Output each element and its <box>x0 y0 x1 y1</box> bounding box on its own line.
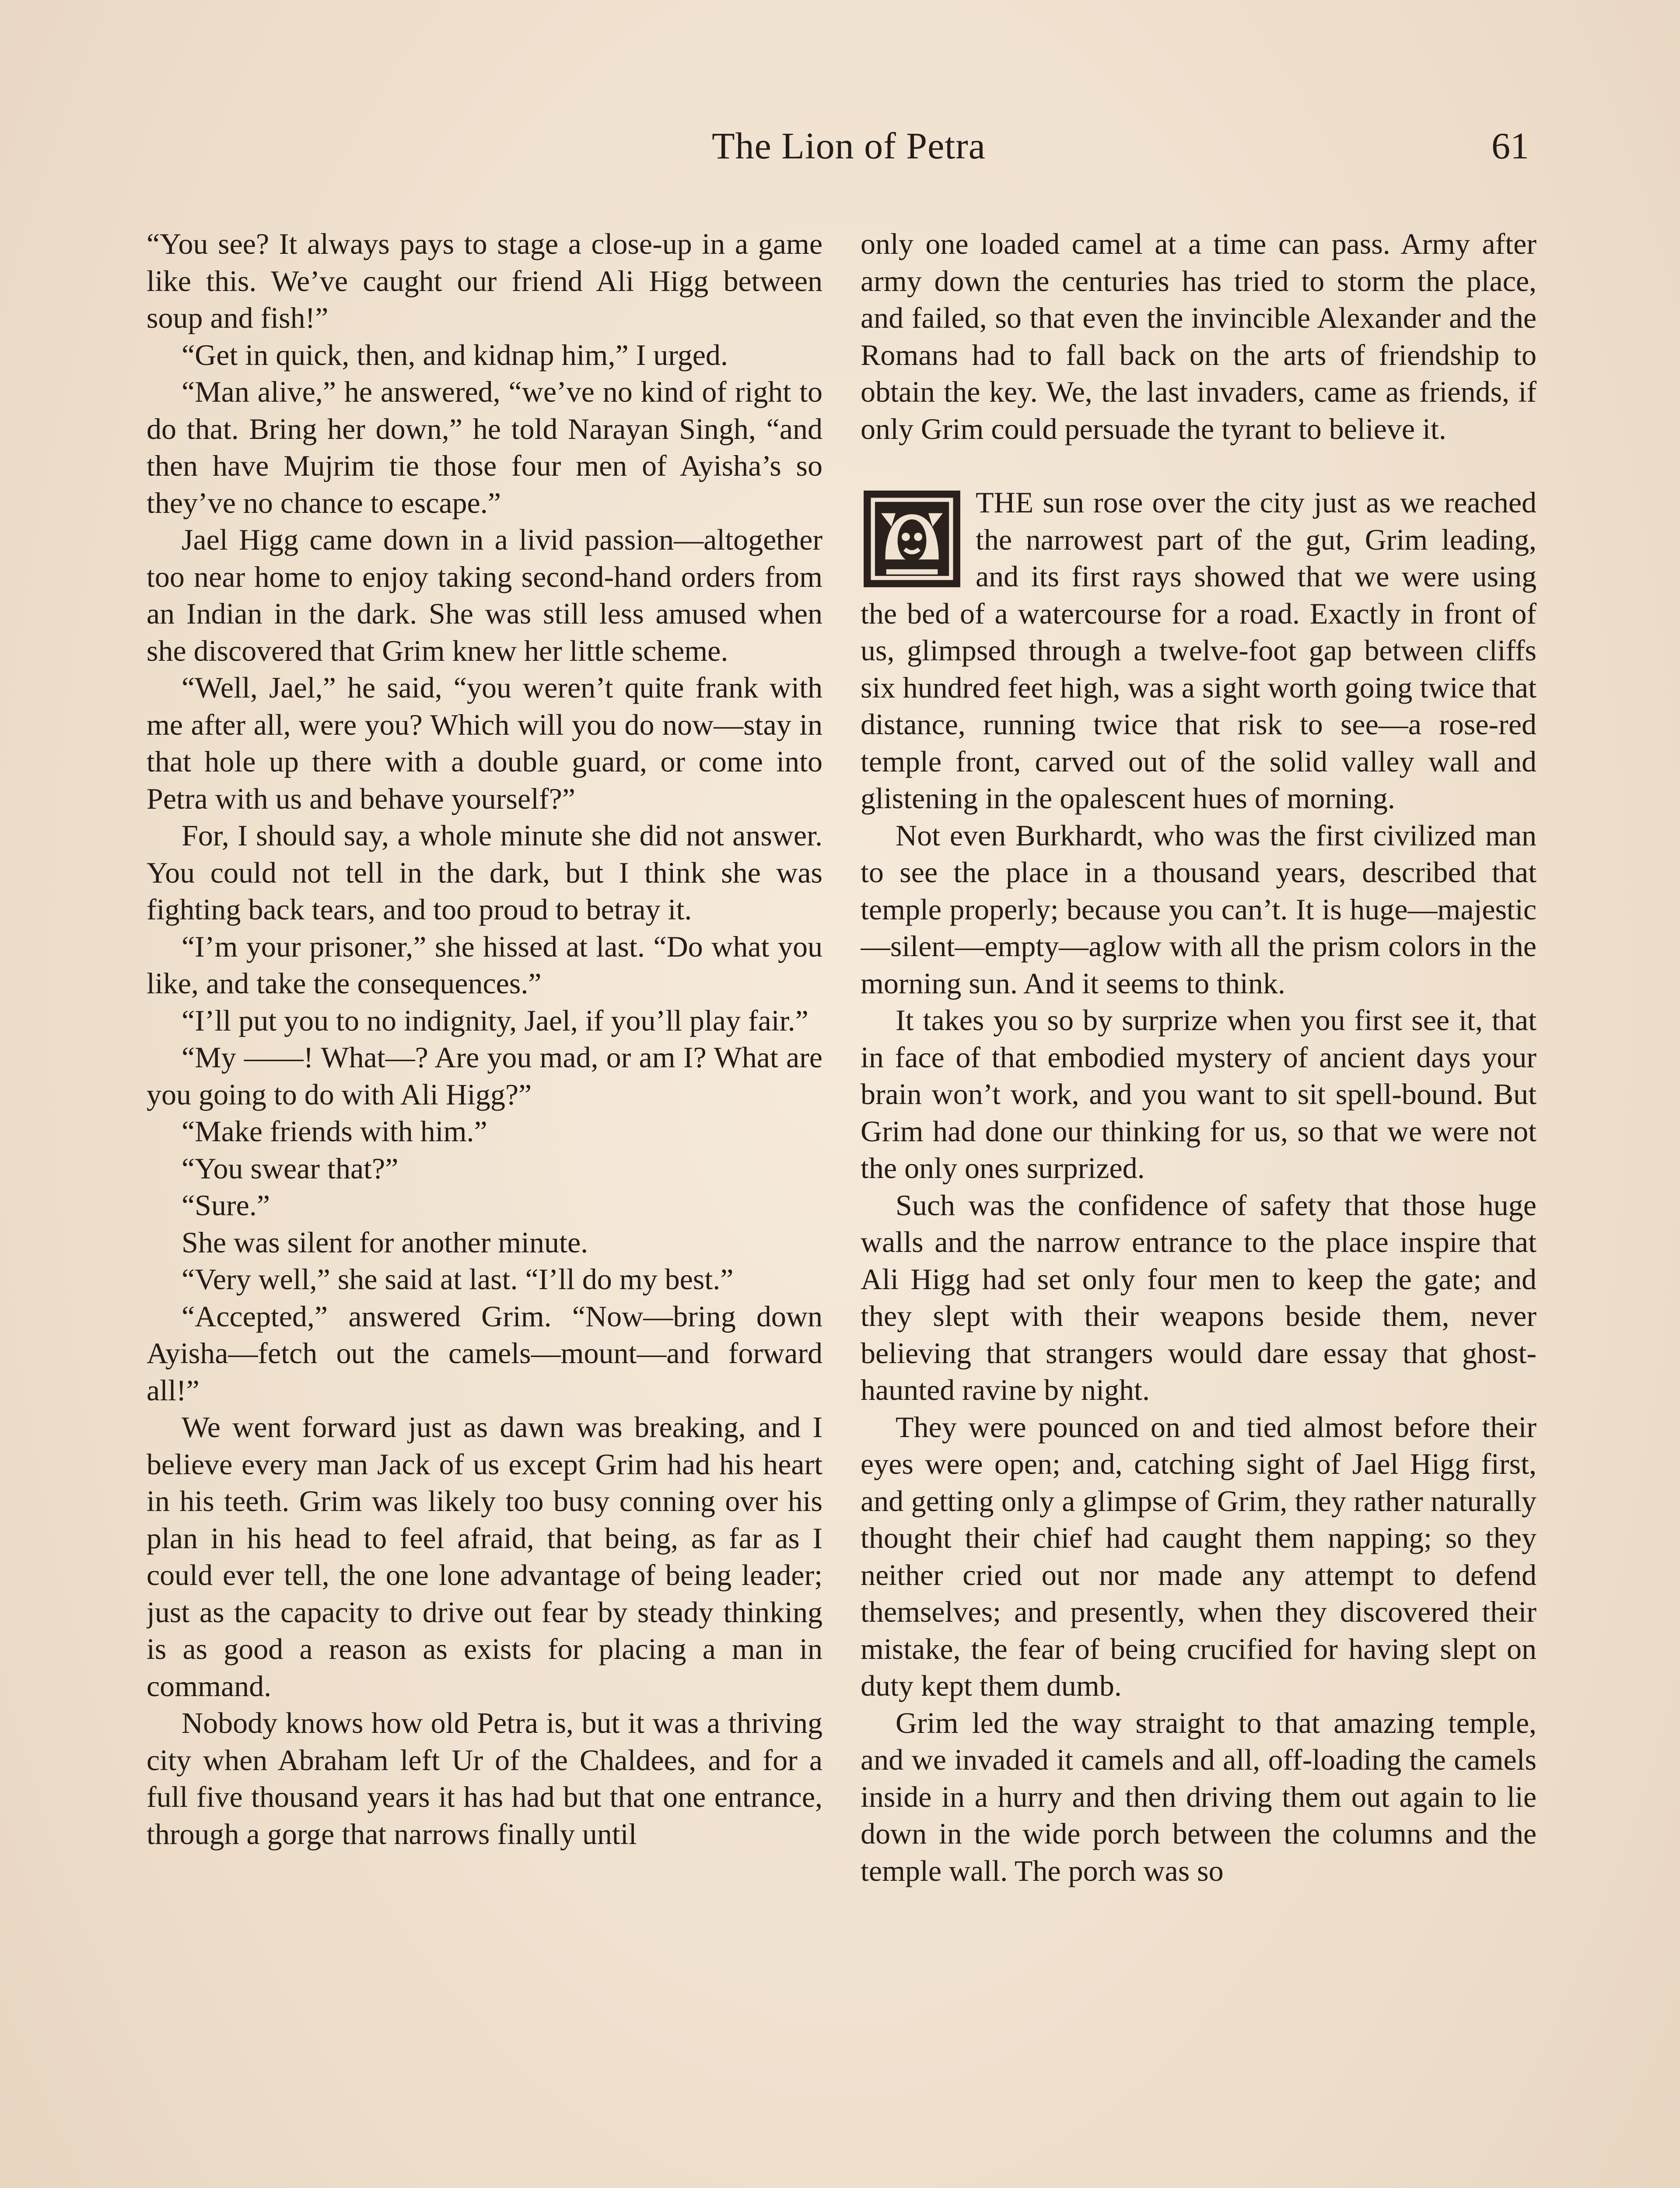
running-title: The Lion of Petra <box>712 125 986 167</box>
paragraph: Not even Burkhardt, who was the first civilized man to see the place in a thousand years, described that temple properly; because you can’t. It is huge—majestic—silent—empty—aglow with all the prism colors in the morning sun. And it seems to think. <box>861 818 1536 1000</box>
paragraph: Nobody knows how old Petra is, but it was a thriving city when Abraham left Ur of the Chaldees, and for a full five thousand years it has had but that one entrance, through a gorge that narrows finally until <box>147 1706 822 1851</box>
paragraph: “Well, Jael,” he said, “you weren’t quite frank with me after all, were you? Which will you do now—stay in that hole up there with a double guard, or come into Petra with us and behave yourself?” <box>147 671 822 815</box>
section-opening-text: THE sun rose over the city just as we reached the narrowest part of the gut, Grim leading, and its first rays showed that we were using the bed of a watercourse for a road. Exactly in front of us, glimpsed through a twelve-foot gap between cliffs six hundred feet high, was a sight worth going twice that distance, running twice that risk to see—a rose-red temple front, carved out of the solid valley wall and glistening in the opalescent hues of morning. <box>861 486 1536 815</box>
continued-paragraph: only one loaded camel at a time can pass. Army after army down the centuries has tried to storm the place, and failed, so that even the invincible Alexander and the Romans had to fall back on the arts of friendship to obtain the key. We, the last invaders, came as friends, if only Grim could persuade the tyrant to believe it. <box>861 227 1536 445</box>
paragraph: “Man alive,” he answered, “we’ve no kind of right to do that. Bring her down,” he told Narayan Singh, “and then have Mujrim tie those four men of Ayisha’s so they’ve no chance to escape.” <box>147 375 822 519</box>
left-text-column <box>147 225 822 2188</box>
paragraph: “Very well,” she said at last. “I’ll do my best.” <box>182 1262 734 1296</box>
paragraph: They were pounced on and tied almost before their eyes were open; and, catching sight of Jael Higg first, and getting only a glimpse of Grim, they rather naturally thought their chief had caught them napping; so they neither cried out nor made any attempt to defend themselves; and presently, when they discovered their mistake, the fear of being crucified for having slept on duty kept them dumb. <box>861 1410 1536 1702</box>
paragraph: “Sure.” <box>182 1189 270 1222</box>
paragraph: She was silent for another minute. <box>182 1225 588 1259</box>
paragraph: For, I should say, a whole minute she did not answer. You could not tell in the dark, but I think she was fighting back tears, and too proud to betray it. <box>147 819 822 926</box>
paragraph: Jael Higg came down in a livid passion—altogether too near home to enjoy taking second-hand orders from an Indian in the dark. She was still less amused when she discovered that Grim knew her little scheme. <box>147 523 822 667</box>
paragraph: “You see? It always pays to stage a close-up in a game like this. We’ve caught our friend Ali Higg between soup and fish!” <box>147 227 822 334</box>
right-text-column <box>861 225 1536 2188</box>
paragraph: It takes you so by surprize when you first see it, that in face of that embodied mystery of ancient days your brain won’t work, and you want to sit spell-bound. But Grim had done our thinking for us, so that we were not the only ones surprized. <box>861 1003 1536 1185</box>
paragraph: “My ——! What—? Are you mad, or am I? What are you going to do with Ali Higg?” <box>147 1041 822 1111</box>
paragraph: “I’m your prisoner,” she hissed at last. “Do what you like, and take the consequences.” <box>147 929 822 1000</box>
paragraph: “Make friends with him.” <box>182 1115 487 1148</box>
page-number: 61 <box>1491 125 1529 167</box>
paragraph: Grim led the way straight to that amazing temple, and we invaded it camels and all, off-loading the camels inside in a hurry and then driving them out again to lie down in the wide porch between the columns and the temple wall. The porch was so <box>861 1706 1536 1887</box>
paragraph: “You swear that?” <box>182 1151 399 1185</box>
paragraph: “Get in quick, then, and kidnap him,” I urged. <box>182 338 728 372</box>
paragraph: We went forward just as dawn was breaking, and I believe every man Jack of us except Grim had his heart in his teeth. Grim was likely too busy conning over his plan in his head to feel afraid, that being, as far as I could ever tell, the one lone advantage of being leader; just as the capacity to drive out fear by steady thinking is as good a reason as exists for placing a man in command. <box>147 1410 822 1703</box>
decorative-initial-ornament-icon <box>861 487 963 590</box>
paragraph: “Accepted,” answered Grim. “Now—bring down Ayisha—fetch out the camels—mount—and forward all!” <box>147 1299 822 1407</box>
paragraph: Such was the confidence of safety that those huge walls and the narrow entrance to the place inspire that Ali Higg had set only four men to keep the gate; and they slept with their weapons beside them, never believing that strangers would dare essay that ghost-haunted ravine by night. <box>861 1188 1536 1406</box>
section-opening-paragraph <box>861 484 1536 817</box>
paragraph: “I’ll put you to no indignity, Jael, if you’ll play fair.” <box>182 1003 808 1037</box>
